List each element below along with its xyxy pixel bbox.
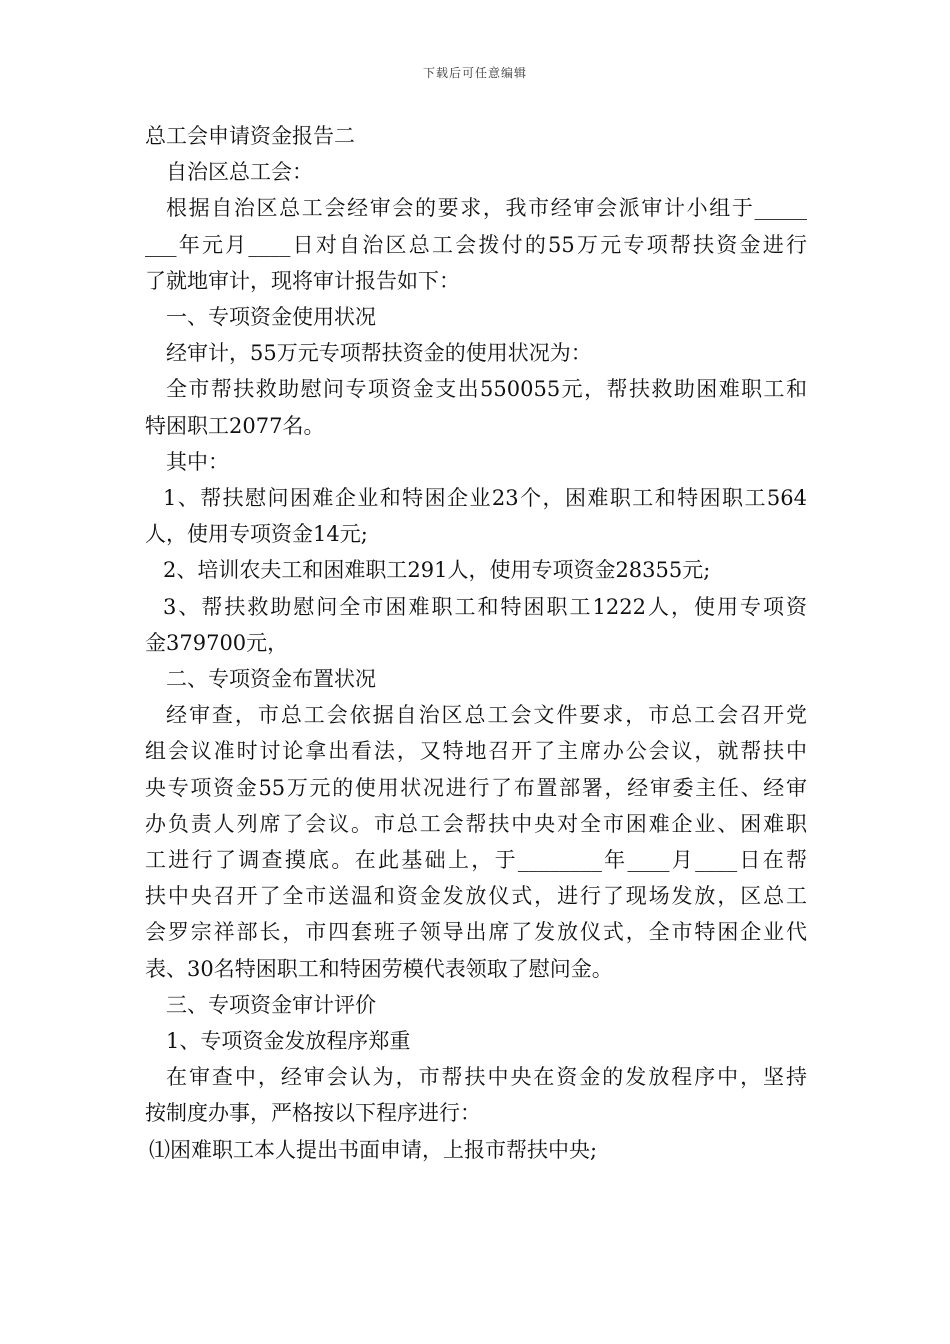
section-2-para-line-5: 工进行了调查摸底。在此基础上，于________年____月____日在帮 [145,848,807,873]
section-2-heading: 二、专项资金布置状况 [166,667,376,692]
intro-line-1: 根据自治区总工会经审会的要求，我市经审会派审计小组于_____ [166,196,807,221]
item-2: 2、培训农夫工和困难职工291人，使用专项资金28355元; [163,558,711,583]
document-title: 总工会申请资金报告二 [145,124,355,148]
section-1-para-line-1: 全市帮扶救助慰问专项资金支出550055元，帮扶救助困难职工和 [166,377,807,402]
section-2-para-line-7: 会罗宗祥部长，市四套班子领导出席了发放仪式，全市特困企业代 [145,920,807,945]
item-3-line-1: 3、帮扶救助慰问全市困难职工和特困职工1222人，使用专项资 [163,594,807,619]
section-2-para-line-6: 扶中央召开了全市送温和资金发放仪式，进行了现场发放，区总工 [145,884,807,909]
document-body [145,118,807,1168]
section-3-para-line-2: 按制度办事，严格按以下程序进行： [145,1101,481,1126]
intro-line-3: 了就地审计，现将审计报告如下： [145,268,460,293]
among-label: 其中： [166,449,229,474]
item-1-line-1: 1、帮扶慰问困难企业和特困企业23个，困难职工和特困职工564 [163,486,807,511]
section-1-summary: 经审计，55万元专项帮扶资金的使用状况为： [166,341,592,366]
item-3-line-2: 金379700元， [145,630,289,655]
section-3-subheading-1: 1、专项资金发放程序郑重 [166,1029,411,1054]
item-1-line-2: 人，使用专项资金14元; [145,522,368,547]
section-3-step-1: ⑴困难职工本人提出书面申请，上报市帮扶中央; [149,1137,598,1162]
section-2-para-line-8: 表、30名特困职工和特困劳模代表领取了慰问金。 [145,956,613,981]
intro-line-2: ___年元月____日对自治区总工会拨付的55万元专项帮扶资金进行 [145,232,807,257]
section-3-para-line-1: 在审查中，经审会认为，市帮扶中央在资金的发放程序中，坚持 [166,1065,807,1090]
section-2-para-line-1: 经审查，市总工会依据自治区总工会文件要求，市总工会召开党 [166,703,807,728]
section-1-heading: 一、专项资金使用状况 [166,305,376,330]
section-1-para-line-2: 特困职工2077名。 [145,413,325,438]
salutation: 自治区总工会： [166,160,313,185]
section-3-heading: 三、专项资金审计评价 [166,992,376,1017]
section-2-para-line-4: 办负责人列席了会议。市总工会帮扶中央对全市困难企业、困难职 [145,811,807,836]
page-header-note: 下载后可任意编辑 [422,66,527,80]
section-2-para-line-2: 组会议准时讨论拿出看法，又特地召开了主席办公会议，就帮扶中 [145,739,807,764]
section-2-para-line-3: 央专项资金55万元的使用状况进行了布置部署，经审委主任、经审 [145,775,807,800]
